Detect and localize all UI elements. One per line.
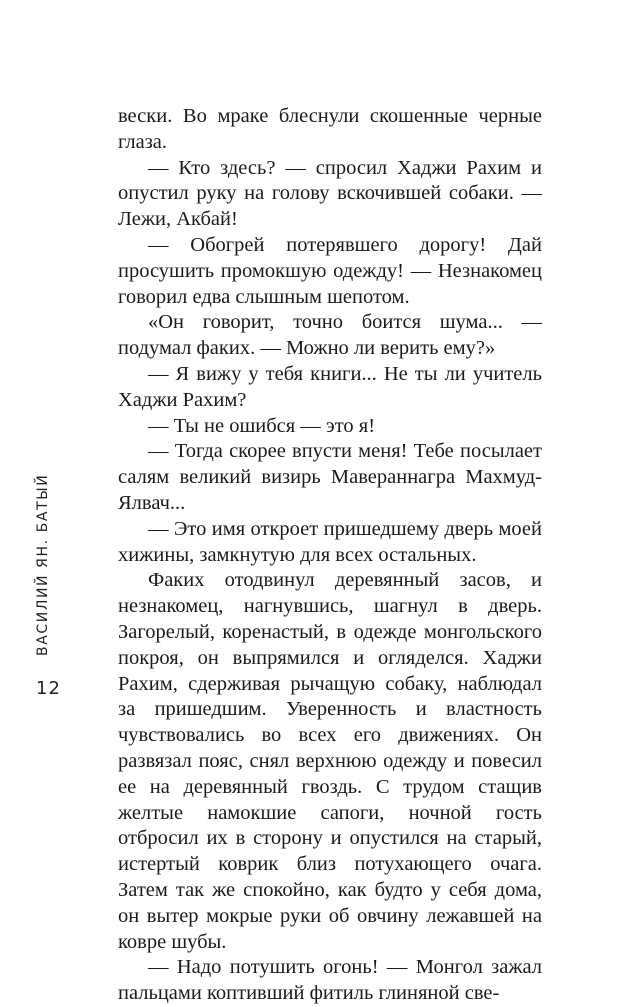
paragraph: — Обогрей потерявшего дорогу! Дай просушить промокшую одежду! — Незнакомец говорил едва слышным шепотом. [118,233,542,308]
paragraph: Факих отодвинул деревянный засов, и незнакомец, нагнувшись, шагнул в дверь. Загорелый, коренастый, в одежде монгольского покроя, он выпрямился и огляделся. Хаджи Рахим, сдерживая рычащую собаку, наблюдал за пришедшим. Уверенность и властность чувствовались во всех его движениях. Он развязал пояс, снял верхнюю одежду и повесил ее на деревянный гвоздь. С трудом стащив желтые намокшие сапоги, ночной гость отбросил их в сторону и опустился на старый, истертый коврик близ потухающего очага. Затем так же спокойно, как будто у себя дома, он вытер мокрые руки об овчину лежавшей на ковре шубы. [118,569,542,953]
paragraph: — Надо потушить огонь! — Монгол зажал пальцами коптивший фитиль глиняной све- [118,956,542,1005]
paragraph: вески. Во мраке блеснули скошенные черные глаза. [118,105,542,153]
running-head [36,436,50,656]
paragraph: — Ты не ошибся — это я! [148,414,376,437]
running-head-text: ВАСИЛИЙ ЯН. БАТЫЙ [35,473,51,656]
paragraph: — Это имя откроет пришедшему дверь моей хижины, замкнутую для всех остальных. [118,517,542,566]
paragraph: — Кто здесь? — спросил Хаджи Рахим и опустил руку на голову вскочившей собаки. — Лежи, Акбай! [118,156,542,231]
page-number: 12 [36,678,61,699]
paragraph: — Я вижу у тебя книги... Не ты ли учитель Хаджи Рахим? [118,362,542,411]
body-text [118,104,542,1007]
paragraph: — Тогда скорее впусти меня! Тебе посылает салям великий визирь Мавераннагра Махмуд-Ялвач... [118,440,542,514]
paragraph: «Он говорит, точно боится шума... — подумал факих. — Можно ли верить ему?» [118,311,542,360]
